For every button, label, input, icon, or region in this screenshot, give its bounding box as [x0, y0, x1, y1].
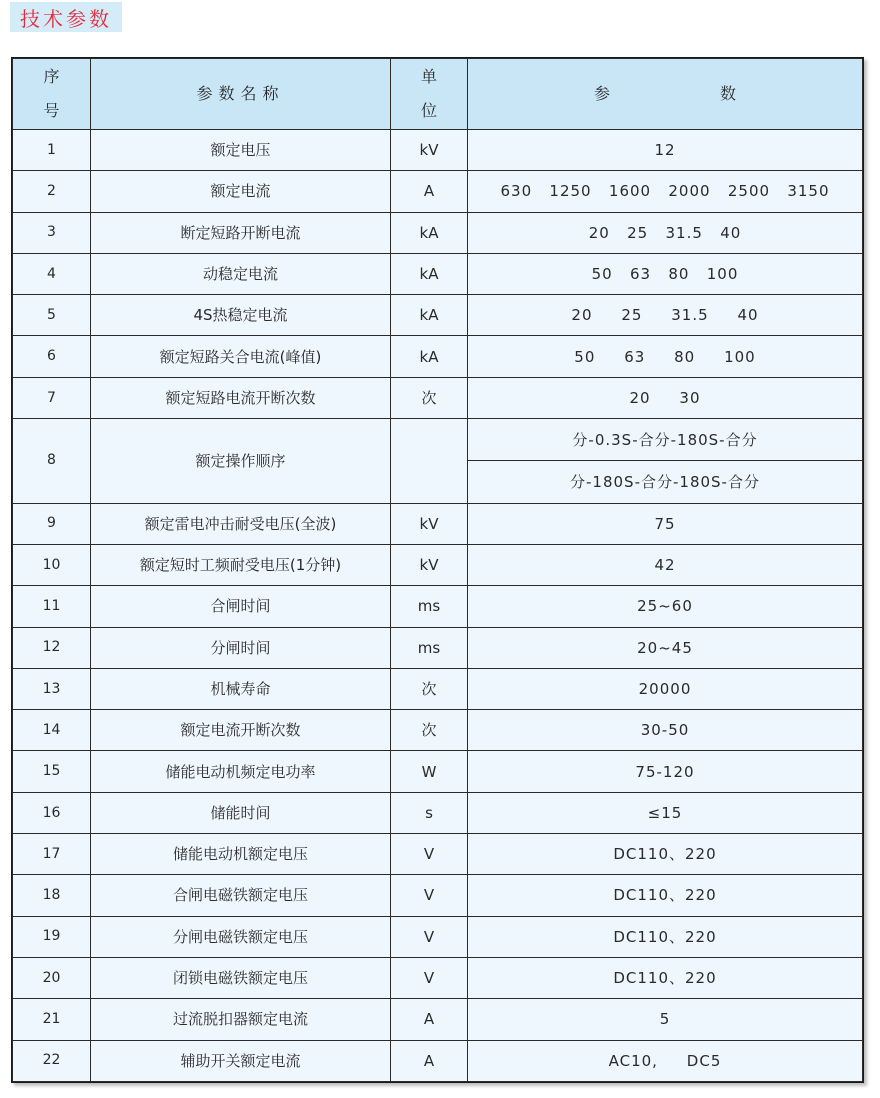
- row-value: DC110、220: [468, 916, 863, 957]
- table-row: [13, 544, 863, 585]
- row-number: 6: [13, 336, 91, 377]
- row-unit: kV: [391, 544, 468, 585]
- row-unit: V: [391, 834, 468, 875]
- row-unit: kV: [391, 503, 468, 544]
- row-number: 4: [13, 253, 91, 294]
- row-number: 1: [13, 130, 91, 171]
- row-number: 21: [13, 999, 91, 1040]
- row-unit: A: [391, 171, 468, 212]
- row-number: 22: [13, 1040, 91, 1081]
- header-unit: 单 位: [391, 59, 468, 130]
- row-value: 5: [468, 999, 863, 1040]
- table-row: [13, 377, 863, 418]
- row-parameter-name: 分闸时间: [91, 627, 391, 668]
- row-value: 分-180S-合分-180S-合分: [468, 461, 863, 503]
- row-unit: 次: [391, 377, 468, 418]
- row-value: 30-50: [468, 710, 863, 751]
- row-number: 20: [13, 957, 91, 998]
- row-value: 630 1250 1600 2000 2500 3150: [468, 171, 863, 212]
- row-value: 20 30: [468, 377, 863, 418]
- row-parameter-name: 过流脱扣器额定电流: [91, 999, 391, 1040]
- table-row: [13, 710, 863, 751]
- row-parameter-name: 分闸电磁铁额定电压: [91, 916, 391, 957]
- row-unit: kA: [391, 295, 468, 336]
- table-row: [13, 751, 863, 792]
- row-value: DC110、220: [468, 875, 863, 916]
- table-row: [13, 419, 863, 461]
- row-number: 19: [13, 916, 91, 957]
- table-row: [13, 212, 863, 253]
- row-number: 17: [13, 834, 91, 875]
- table-row: [13, 916, 863, 957]
- row-parameter-name: 额定操作顺序: [91, 419, 391, 504]
- row-number: 2: [13, 171, 91, 212]
- row-value: 50 63 80 100: [468, 253, 863, 294]
- section-title: 技术参数: [20, 6, 112, 31]
- row-number: 10: [13, 544, 91, 585]
- row-unit: W: [391, 751, 468, 792]
- row-number: 12: [13, 627, 91, 668]
- row-parameter-name: 额定电流: [91, 171, 391, 212]
- row-value: 12: [468, 130, 863, 171]
- row-parameter-name: 额定电压: [91, 130, 391, 171]
- row-number: 5: [13, 295, 91, 336]
- table-row: [13, 253, 863, 294]
- row-value: 20~45: [468, 627, 863, 668]
- row-unit: ms: [391, 627, 468, 668]
- row-number: 8: [13, 419, 91, 504]
- table-row: [13, 503, 863, 544]
- table-row: [13, 130, 863, 171]
- row-value: 50 63 80 100: [468, 336, 863, 377]
- row-value: 25~60: [468, 586, 863, 627]
- row-unit: V: [391, 957, 468, 998]
- row-value: 分-0.3S-合分-180S-合分: [468, 419, 863, 461]
- row-parameter-name: 动稳定电流: [91, 253, 391, 294]
- row-parameter-name: 额定短路关合电流(峰值): [91, 336, 391, 377]
- table-row: [13, 336, 863, 377]
- row-unit: kV: [391, 130, 468, 171]
- row-unit: s: [391, 792, 468, 833]
- table-row: [13, 627, 863, 668]
- row-number: 9: [13, 503, 91, 544]
- row-unit: 次: [391, 668, 468, 709]
- row-number: 3: [13, 212, 91, 253]
- row-value: 20 25 31.5 40: [468, 295, 863, 336]
- row-number: 14: [13, 710, 91, 751]
- row-parameter-name: 储能电动机频定电功率: [91, 751, 391, 792]
- table-row: [13, 875, 863, 916]
- header-name: 参数名称: [91, 59, 391, 130]
- spec-table: [12, 58, 863, 1082]
- row-number: 11: [13, 586, 91, 627]
- table-row: [13, 295, 863, 336]
- row-parameter-name: 4S热稳定电流: [91, 295, 391, 336]
- row-value: DC110、220: [468, 957, 863, 998]
- row-unit: A: [391, 1040, 468, 1081]
- row-parameter-name: 额定短路电流开断次数: [91, 377, 391, 418]
- row-unit: [391, 419, 468, 504]
- row-number: 15: [13, 751, 91, 792]
- row-unit: A: [391, 999, 468, 1040]
- row-value: DC110、220: [468, 834, 863, 875]
- row-value: 75-120: [468, 751, 863, 792]
- table-row: [13, 792, 863, 833]
- row-parameter-name: 额定短时工频耐受电压(1分钟): [91, 544, 391, 585]
- row-value: 42: [468, 544, 863, 585]
- table-row: [13, 957, 863, 998]
- table-row: [13, 171, 863, 212]
- section-title-bar: [10, 2, 122, 32]
- row-parameter-name: 储能时间: [91, 792, 391, 833]
- row-value: 20000: [468, 668, 863, 709]
- row-unit: ms: [391, 586, 468, 627]
- row-unit: 次: [391, 710, 468, 751]
- header-value: 参 数: [468, 59, 863, 130]
- row-unit: kA: [391, 212, 468, 253]
- row-value: AC10, DC5: [468, 1040, 863, 1081]
- table-row: [13, 586, 863, 627]
- table-body: [13, 130, 863, 1082]
- table-row: [13, 1040, 863, 1081]
- row-parameter-name: 储能电动机额定电压: [91, 834, 391, 875]
- row-parameter-name: 合闸电磁铁额定电压: [91, 875, 391, 916]
- row-value: ≤15: [468, 792, 863, 833]
- row-parameter-name: 额定电流开断次数: [91, 710, 391, 751]
- row-value: 20 25 31.5 40: [468, 212, 863, 253]
- row-number: 13: [13, 668, 91, 709]
- row-parameter-name: 合闸时间: [91, 586, 391, 627]
- row-parameter-name: 机械寿命: [91, 668, 391, 709]
- table-header-row: [13, 59, 863, 130]
- row-unit: V: [391, 875, 468, 916]
- row-number: 18: [13, 875, 91, 916]
- row-parameter-name: 闭锁电磁铁额定电压: [91, 957, 391, 998]
- table-row: [13, 834, 863, 875]
- spec-table-container: [11, 57, 864, 1083]
- row-parameter-name: 辅助开关额定电流: [91, 1040, 391, 1081]
- table-row: [13, 668, 863, 709]
- row-unit: kA: [391, 336, 468, 377]
- row-number: 16: [13, 792, 91, 833]
- row-parameter-name: 额定雷电冲击耐受电压(全波): [91, 503, 391, 544]
- row-parameter-name: 断定短路开断电流: [91, 212, 391, 253]
- row-unit: V: [391, 916, 468, 957]
- table-row: [13, 999, 863, 1040]
- row-unit: kA: [391, 253, 468, 294]
- row-value: 75: [468, 503, 863, 544]
- row-number: 7: [13, 377, 91, 418]
- header-index: 序 号: [13, 59, 91, 130]
